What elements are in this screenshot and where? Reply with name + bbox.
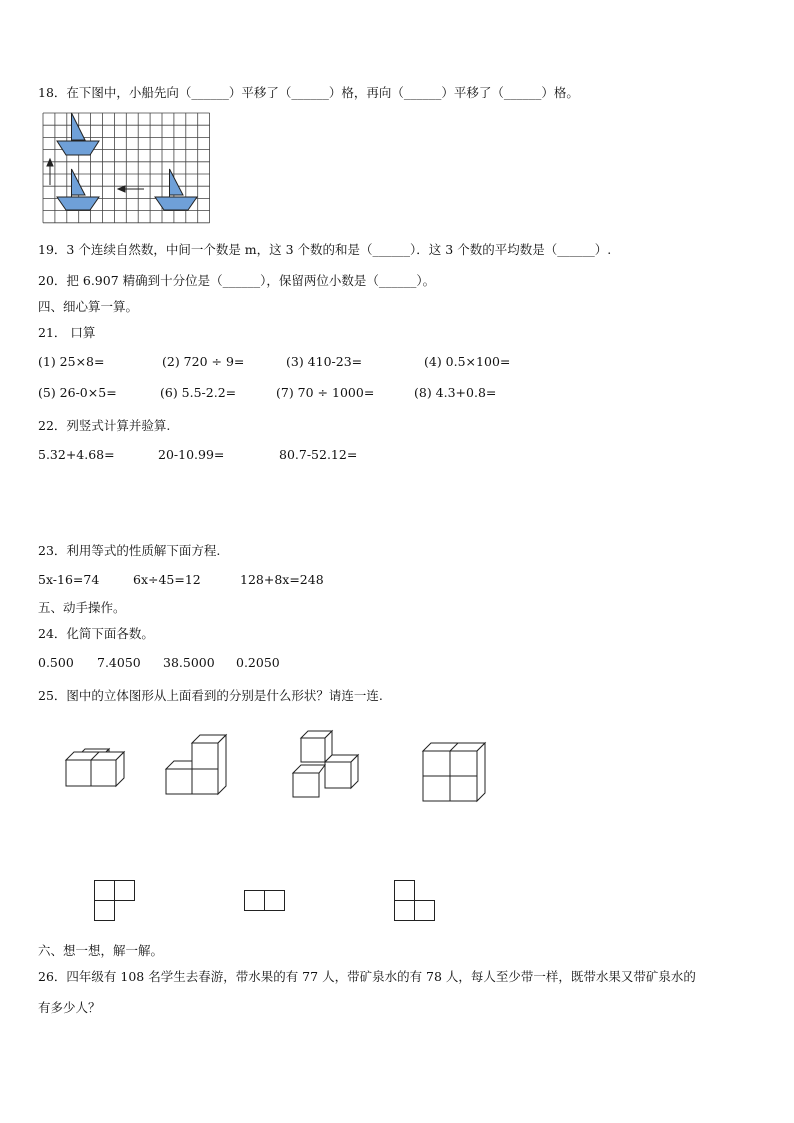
up-arrow-icon — [47, 159, 53, 185]
section-5-heading: 五、动手操作。 — [38, 600, 126, 615]
boat-start-right — [155, 169, 197, 210]
question-24: 24．化简下面各数。 — [38, 626, 154, 641]
question-21: 21． 口算 — [38, 325, 96, 340]
question-20: 20．把 6.907 精确到十分位是（______），保留两位小数是（______）。 — [38, 273, 436, 288]
section-6-heading: 六、想一想，解一解。 — [38, 943, 164, 958]
top-view-shape-3 — [394, 880, 438, 924]
top-view-shape-1 — [94, 880, 138, 924]
mental-calc-4: (4) 0.5×100= — [424, 354, 511, 369]
mental-calc-6: (6) 5.5-2.2= — [160, 385, 237, 400]
question-22: 22．列竖式计算并验算. — [38, 418, 171, 433]
simplify-number-4: 0.2050 — [236, 655, 280, 670]
left-arrow-icon — [118, 186, 144, 192]
vertical-calc-3: 80.7-52.12= — [279, 447, 358, 462]
mental-calc-1: (1) 25×8= — [38, 354, 105, 369]
solid-figure-4 — [420, 740, 490, 804]
question-26-line-2: 有多少人？ — [38, 1000, 101, 1015]
equation-2: 6x÷45=12 — [133, 572, 201, 587]
boat-original — [57, 113, 99, 155]
question-23: 23．利用等式的性质解下面方程. — [38, 543, 221, 558]
solid-figure-1 — [64, 746, 134, 796]
question-25: 25．图中的立体图形从上面看到的分别是什么形状？请连一连. — [38, 688, 383, 703]
simplify-number-3: 38.5000 — [163, 655, 215, 670]
question-26-line-1: 26．四年级有 108 名学生去春游，带水果的有 77 人，带矿泉水的有 78 人，每人至少带一样，既带水果又带矿泉水的 — [38, 969, 696, 984]
equation-3: 128+8x=248 — [240, 572, 324, 587]
solid-figure-3 — [292, 729, 364, 801]
simplify-number-1: 0.500 — [38, 655, 74, 670]
mental-calc-3: (3) 410-23= — [286, 354, 363, 369]
simplify-number-2: 7.4050 — [97, 655, 141, 670]
solid-figure-2 — [166, 734, 236, 804]
vertical-calc-2: 20-10.99= — [158, 447, 225, 462]
top-view-shape-2 — [244, 890, 288, 914]
mental-calc-7: (7) 70 ÷ 1000= — [276, 385, 375, 400]
vertical-calc-1: 5.32+4.68= — [38, 447, 115, 462]
equation-1: 5x-16=74 — [38, 572, 100, 587]
boat-moved-left — [57, 169, 99, 210]
mental-calc-2: (2) 720 ÷ 9= — [162, 354, 245, 369]
mental-calc-8: (8) 4.3+0.8= — [414, 385, 497, 400]
question-18: 18．在下图中，小船先向（______）平移了（______）格，再向（______）平移了（______）格。 — [38, 85, 579, 100]
boat-grid-figure — [43, 113, 213, 225]
section-4-heading: 四、细心算一算。 — [38, 299, 139, 314]
question-19: 19．3 个连续自然数，中间一个数是 m，这 3 个数的和是（______）．这 3 个数的平均数是（______）. — [38, 242, 612, 257]
mental-calc-5: (5) 26-0×5= — [38, 385, 117, 400]
